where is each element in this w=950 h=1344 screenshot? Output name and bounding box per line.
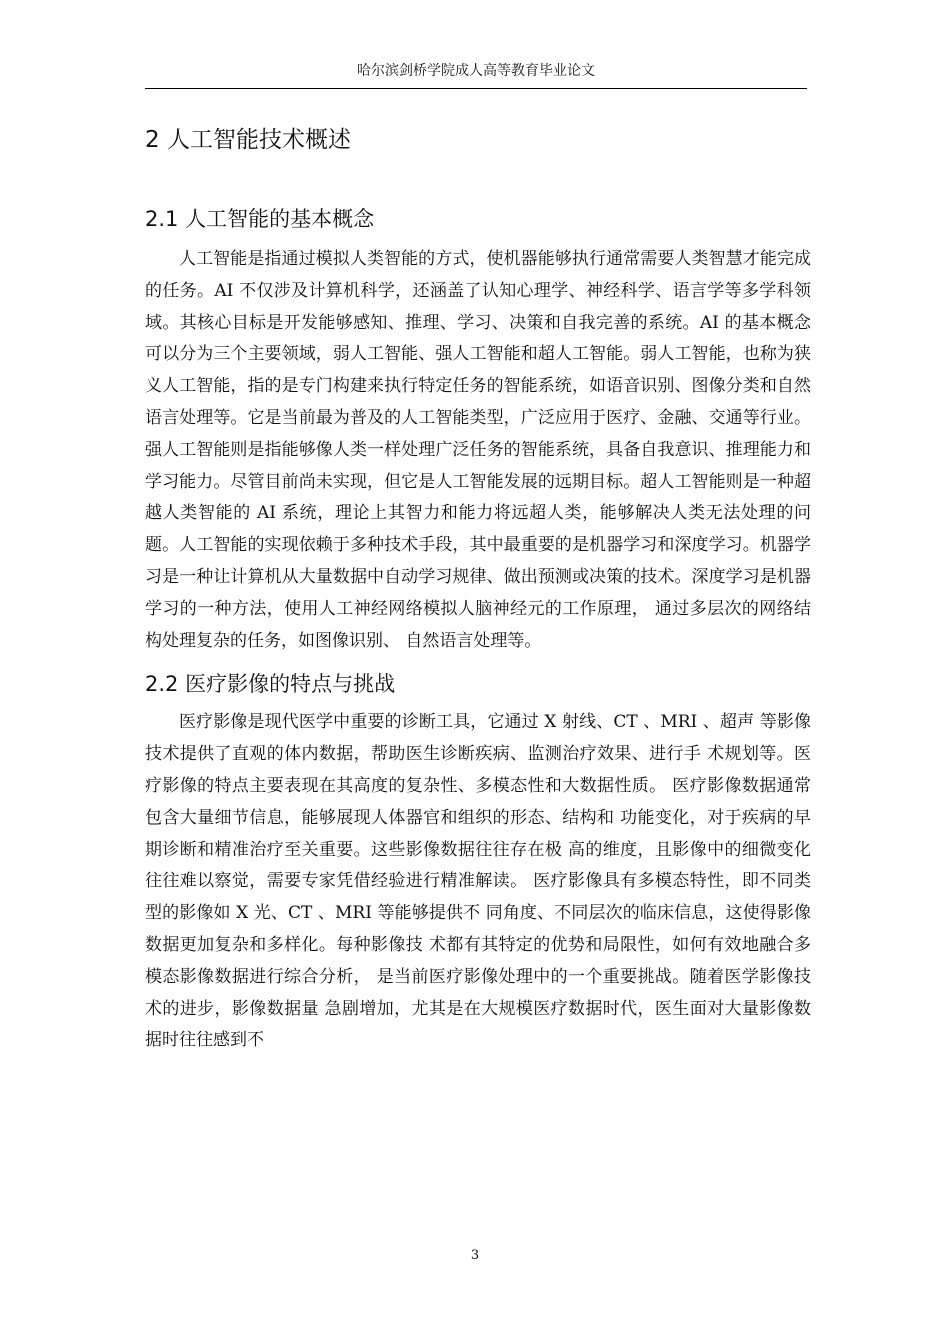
chapter-title: 2 人工智能技术概述 [145,127,351,153]
section-title-2-1: 2.1 人工智能的基本概念 [145,207,375,231]
section-title-2-2: 2.2 医疗影像的特点与挑战 [145,672,396,697]
page-header: 哈尔滨剑桥学院成人高等教育毕业论文 [357,63,595,79]
page-number: 3 [470,1248,480,1263]
document-body [145,120,811,1065]
header-divider [145,88,807,89]
section-2-1-paragraph: 人工智能是指通过模拟人类智能的方式，使机器能够执行通常需要人类智慧才能完成的任务。AI 不仅涉及计算机科学，还涵盖了认知心理学、神经科学、语言学等多学科领域。其核心目标是开发能够感知、推理、学习、决策和自我完善的系统。AI 的基本概念可以分为三个主要领域，弱人工智能、强人工智能和超人工智能。弱人工智能，也称为狭义人工智能，指的是专门构建来执行特定任务的智能系统，如语音识别、图像分类和自然语言处理等。它是当前最为普及的人工智能类型，广泛应用于医疗、金融、交通等行业。强人工智能则是指能够像人类一样处理广泛任务的智能系统，具备自我意识、推理能力和学习能力。尽管目前尚未实现，但它是人工智能发展的远期目标。超人工智能则是一种超越人类智能的 AI 系统，理论上其智力和能力将远超人类，能够解决人类无法处理的问题。人工智能的实现依赖于多种技术手段，其中最重要的是机器学习和深度学习。机器学习是一种让计算机从大量数据中自动学习规律、做出预测或决策的技术。深度学习是机器学习的一种方法，使用人工神经网络模拟人脑神经元的工作原理， 通过多层次的网络结构处理复杂的任务，如图像识别、 自然语言处理等。 [145,249,811,651]
section-2-2-paragraph: 医疗影像是现代医学中重要的诊断工具，它通过 X 射线、CT 、MRI 、超声 等影像技术提供了直观的体内数据，帮助医生诊断疾病、监测治疗效果、进行手 术规划等。医疗影像的特点主要表现在其高度的复杂性、多模态性和大数据性质。 医疗影像数据通常包含大量细节信息，能够展现人体器官和组织的形态、结构和 功能变化，对于疾病的早期诊断和精准治疗至关重要。这些影像数据往往存在极 高的维度，且影像中的细微变化往往难以察觉，需要专家凭借经验进行精准解读。 医疗影像具有多模态特性，即不同类型的影像如 X 光、CT 、MRI 等能够提供不 同角度、不同层次的临床信息，这使得影像数据更加复杂和多样化。每种影像技 术都有其特定的优势和局限性，如何有效地融合多模态影像数据进行综合分析， 是当前医疗影像处理中的一个重要挑战。随着医学影像技术的进步，影像数据量 急剧增加，尤其是在大规模医疗数据时代，医生面对大量影像数据时往往感到不 [145,712,811,1051]
